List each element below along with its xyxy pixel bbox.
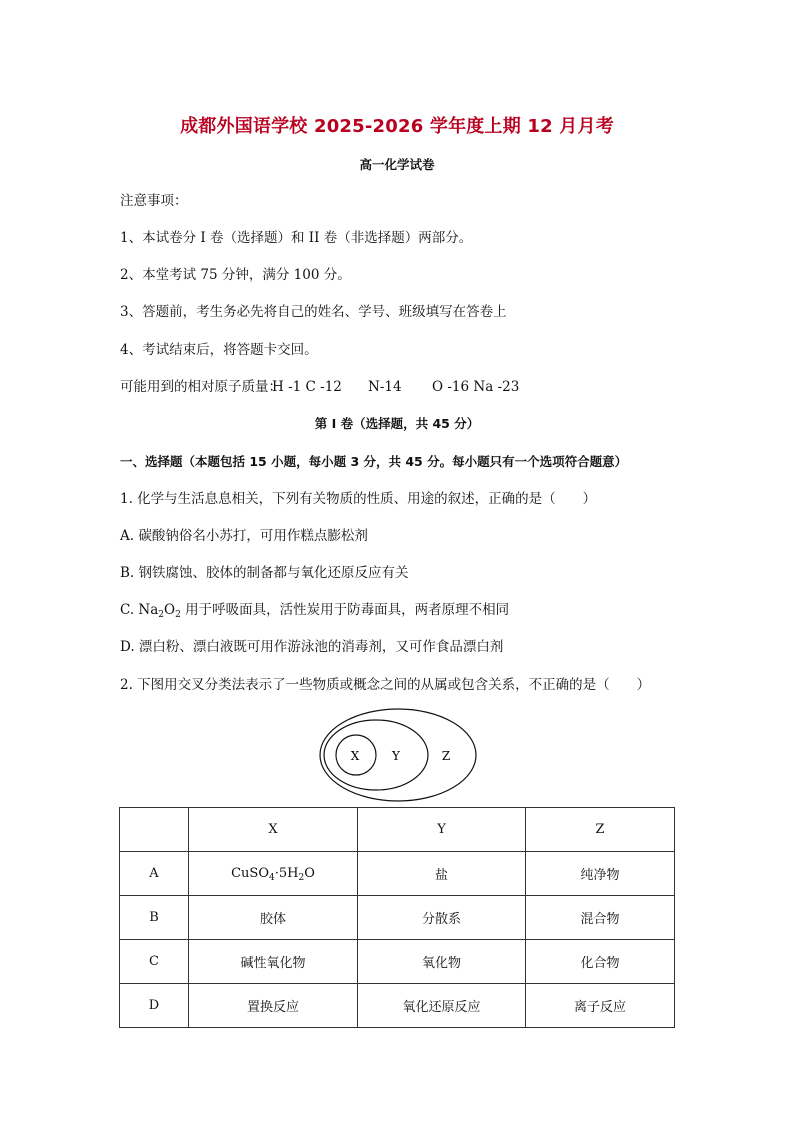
cell-x: 胶体 (189, 896, 358, 940)
atomic-masses (120, 378, 519, 396)
table-row (120, 896, 675, 940)
atomic-mass-n: N-14 (368, 379, 402, 395)
table-row (120, 984, 675, 1028)
cell-x: 碱性氧化物 (189, 940, 358, 984)
venn-label-x: X (350, 749, 360, 763)
question-1-option-c: C. $Na_2O_2$ 用于呼吸面具，活性炭用于防毒面具，两者原理不相同 (120, 602, 510, 620)
question-1-option-b: B. 钢铁腐蚀、胶体的制备都与氧化还原反应有关 (120, 565, 409, 581)
table-header-cell: Y (358, 808, 526, 852)
cell-y: 氧化物 (358, 940, 526, 984)
cell-z: 离子反应 (526, 984, 675, 1028)
row-label: D (120, 984, 189, 1028)
cell-z: 化合物 (526, 940, 675, 984)
exam-title: 成都外国语学校 2025-2026 学年度上期 12 月月考 (180, 116, 614, 137)
question-1-stem: 1. 化学与生活息息相关，下列有关物质的性质、用途的叙述，正确的是（ ） (120, 491, 597, 507)
note-item-1: 1、本试卷分 I 卷（选择题）和 II 卷（非选择题）两部分。 (120, 230, 473, 246)
cell-y: 盐 (358, 852, 526, 896)
cell-z: 混合物 (526, 896, 675, 940)
question-1-option-d: D. 漂白粉、漂白液既可用作游泳池的消毒剂，又可作食品漂白剂 (120, 639, 504, 655)
cell-x: $CuSO_4\cdot 5H_2O$ (189, 852, 358, 896)
table-header-cell (120, 808, 189, 852)
atomic-mass-ona: O -16 Na -23 (432, 379, 520, 395)
notes-heading: 注意事项： (120, 193, 188, 209)
cell-z: 纯净物 (526, 852, 675, 896)
cell-x: 置换反应 (189, 984, 358, 1028)
venn-label-z: Z (441, 749, 451, 763)
row-label: C (120, 940, 189, 984)
question-2-stem: 2. 下图用交叉分类法表示了一些物质或概念之间的从属或包含关系，不正确的是（ ） (120, 677, 651, 693)
row-label: B (120, 896, 189, 940)
options-table (119, 807, 675, 1028)
table-header-cell: Z (526, 808, 675, 852)
venn-diagram (318, 707, 478, 803)
table-header-row (120, 808, 675, 852)
table-row (120, 852, 675, 896)
atomic-mass-hc: H -1 C -12 (272, 379, 342, 395)
note-item-2: 2、本堂考试 75 分钟，满分 100 分。 (120, 267, 351, 283)
section-heading: 第 I 卷（选择题，共 45 分） (314, 416, 480, 431)
row-label: A (120, 852, 189, 896)
atomic-mass-label: 可能用到的相对原子质量： (120, 379, 282, 395)
note-item-3: 3、答题前，考生务必先将自己的姓名、学号、班级填写在答卷上 (120, 304, 507, 320)
section-instruction: 一、选择题（本题包括 15 小题，每小题 3 分，共 45 分。每小题只有一个选项符合题意） (120, 454, 628, 469)
venn-label-y: Y (392, 749, 400, 763)
exam-subtitle: 高一化学试卷 (359, 157, 435, 172)
question-1-option-a: A. 碳酸钠俗名小苏打，可用作糕点膨松剂 (120, 528, 368, 544)
note-item-4: 4、考试结束后，将答题卡交回。 (120, 342, 318, 358)
table-header-cell: X (189, 808, 358, 852)
cell-y: 分散系 (358, 896, 526, 940)
table-row (120, 940, 675, 984)
cell-y: 氧化还原反应 (358, 984, 526, 1028)
